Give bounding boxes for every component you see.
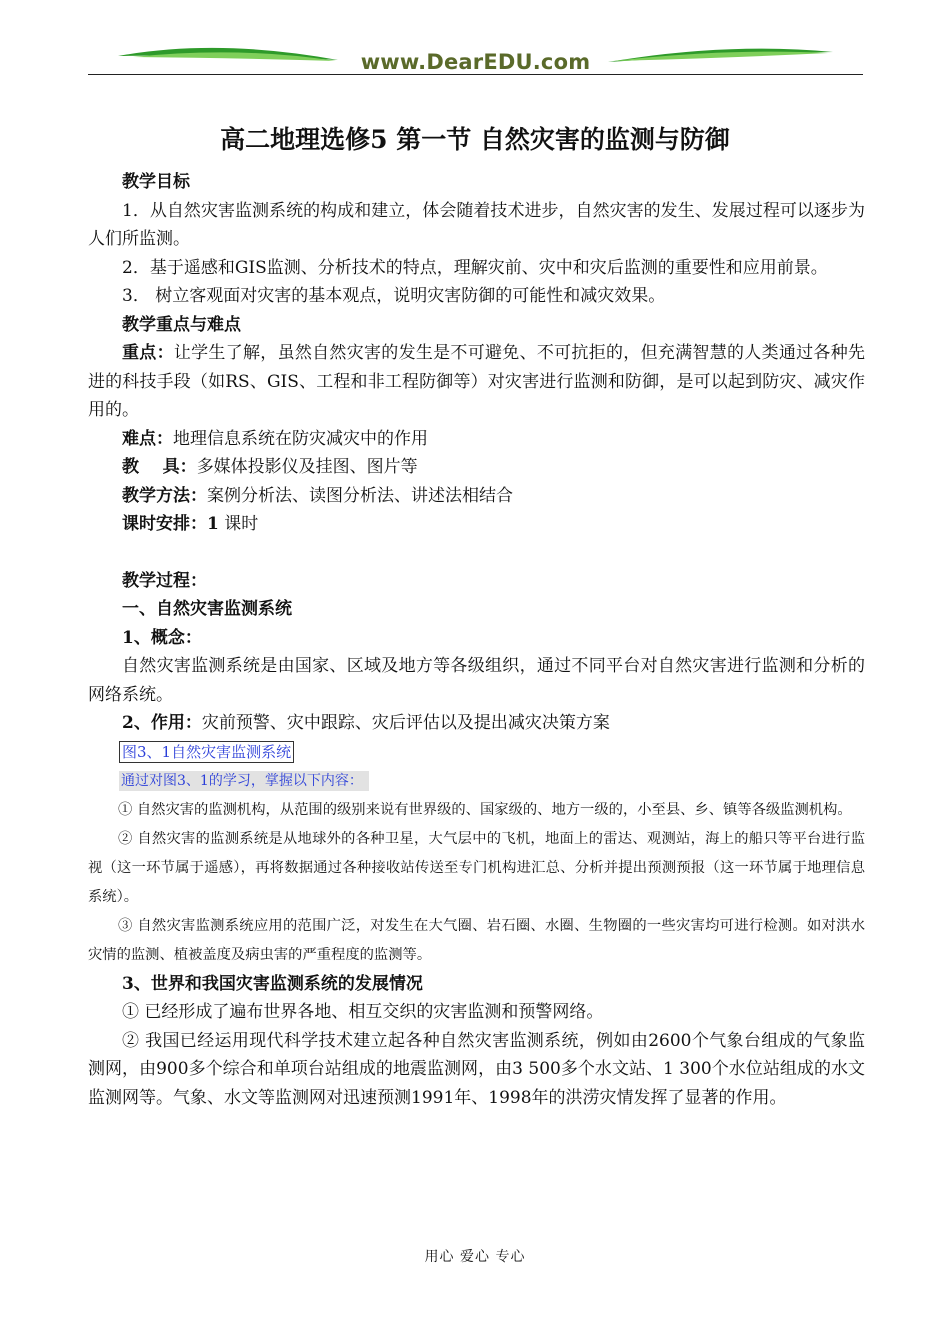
objective-item: 2．基于遥感和GIS监测、分析技术的特点，理解灾前、灾中和灾后监测的重要性和应用前景。 [122,257,828,278]
development-item: ① 已经形成了遍布世界各地、相互交织的灾害监测和预警网络。 [122,1002,604,1022]
point-item: ③ 自然灾害监测系统应用的范围广泛，对发生在大气圈、岩石圈、水圈、生物圈的一些灾害均可进行检测。如对洪水灾情的监测、植被盖度及病虫害的严重程度的监测等。 [88,917,865,963]
site-logo-text: www.DearEDU.com [360,50,591,74]
concept-text: 自然灾害监测系统是由国家、区域及地方等各级组织，通过不同平台对自然灾害进行监测和分析的网络系统。 [88,656,865,705]
objectives-heading: 教学目标 [122,172,190,192]
page-header [88,40,863,80]
section1-heading: 一、自然灾害监测系统 [122,599,292,619]
point-item: ① 自然灾害的监测机构，从范围的级别来说有世界级的、国家级的、地方一级的，小至县、乡、镇等各级监测机构。 [118,801,852,818]
keypoints-heading: 教学重点与难点 [122,314,241,335]
point-item: ② 自然灾害的监测系统是从地球外的各种卫星，大气层中的飞机，地面上的雷达、观测站，海上的船只等平台进行监视（这一环节属于遥感），再将数据通过各种接收站传送至专门机构进汇总、分析并提出预测预报（这一环节属于地理信息系统）。 [88,830,865,905]
teaching-method: 教学方法：案例分析法、读图分析法、讲述法相结合 [122,485,513,506]
lesson-schedule: 课时安排：1 课时 [122,514,259,534]
document-body [88,168,865,1112]
role-line: 2、作用：灾前预警、灾中跟踪、灾后评估以及提出减灾决策方案 [122,713,610,733]
development-item: ② 我国已经运用现代科学技术建立起各种自然灾害监测系统，例如由2600个气象台组成的气象监测网，由900多个综合和单项台站组成的地震监测网，由3 500多个水文站、1 300个水位站组成的水文监测网等。气象、水文等监测网对迅速预测1991年、1998年的洪涝灾情发挥了显著的作用。 [88,1030,865,1108]
objective-item: 3． 树立客观面对灾害的基本观点，说明灾害防御的可能性和减灾效果。 [122,286,666,306]
page-title: 高二地理选修5 第一节 自然灾害的监测与防御 [220,125,730,154]
teaching-tools: 教 具：多媒体投影仪及挂图、图片等 [122,457,418,477]
objective-item: 1．从自然灾害监测系统的构成和建立，体会随着技术进步，自然灾害的发生、发展过程可以逐步为人们所监测。 [88,200,865,249]
header-rule [88,74,863,75]
process-heading: 教学过程： [122,570,207,591]
figure-prompt: 通过对图3、1的学习，掌握以下内容： [119,771,369,791]
difficult-point: 难点：地理信息系统在防灾减灾中的作用 [122,428,428,449]
page-footer: 用心 爱心 专心 [424,1249,526,1265]
concept-label: 1、概念： [122,627,202,648]
figure-link[interactable]: 图3、1自然灾害监测系统 [119,741,294,763]
key-point: 重点：让学生了解，虽然自然灾害的发生是不可避免、不可抗拒的，但充满智慧的人类通过各种先进的科技手段（如RS、GIS、工程和非工程防御等）对灾害进行监测和防御，是可以起到防灾、减灾作用的。 [88,343,866,420]
section3-heading: 3、世界和我国灾害监测系统的发展情况 [122,973,423,994]
